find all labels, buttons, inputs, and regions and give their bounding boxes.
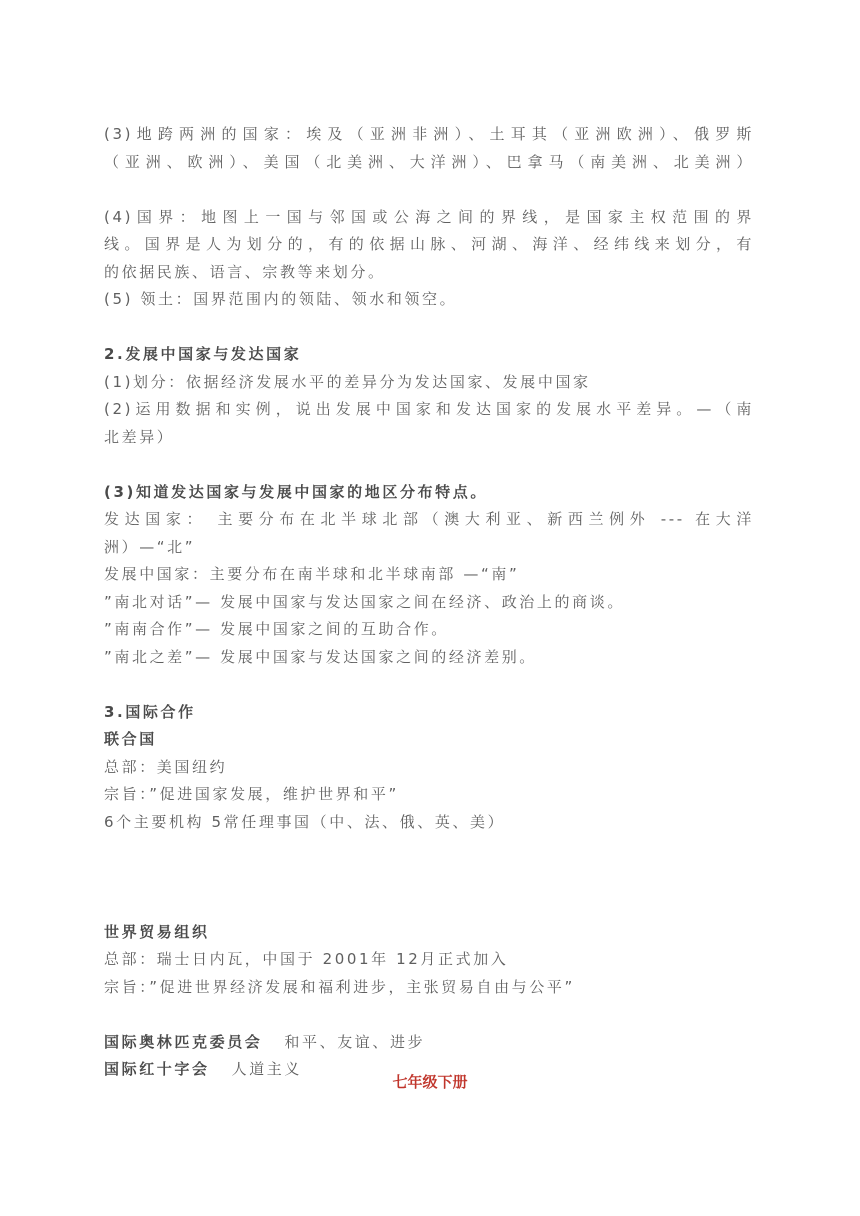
paragraph-difference-line1: (2)运用数据和实例，说出发展中国家和发达国家的发展水平差异。—（南 — [104, 400, 754, 418]
document-body — [104, 121, 754, 1084]
paragraph-north-south-dialogue: ”南北对话”— 发展中国家与发达国家之间在经济、政治上的商谈。 — [104, 592, 625, 611]
un-headquarters: 总部：美国纽约 — [104, 757, 228, 776]
paragraph-difference-line2: 北差异） — [104, 427, 175, 446]
icrc-motto: 人道主义 — [231, 1060, 303, 1078]
wto-headquarters: 总部：瑞士日内瓦，中国于 2001年 12月正式加入 — [104, 950, 509, 968]
paragraph-transcontinental-line2: （亚洲、欧洲）、美国（北美洲、大洋洲）、巴拿马（南美洲、北美洲） — [104, 152, 754, 171]
paragraph-south-south-cooperation: ”南南合作”— 发展中国家之间的互助合作。 — [104, 620, 449, 638]
un-title: 联合国 — [104, 730, 157, 748]
paragraph-developed-line1: 发达国家： 主要分布在北半球北部（澳大利亚、新西兰例外 --- 在大洋 — [104, 510, 754, 528]
section-heading-international-cooperation: 3.国际合作 — [104, 702, 196, 721]
paragraph-border-line2: 线。国界是人为划分的，有的依据山脉、河湖、海洋、经纬线来划分，有 — [104, 235, 754, 253]
icrc-title: 国际红十字会 — [104, 1060, 210, 1078]
paragraph-division: (1)划分：依据经济发展水平的差异分为发达国家、发展中国家 — [104, 372, 591, 391]
wto-title: 世界贸易组织 — [104, 922, 210, 941]
paragraph-north-south-gap: ”南北之差”— 发展中国家与发达国家之间的经济差别。 — [104, 647, 537, 666]
paragraph-territory: (5) 领土：国界范围内的领陆、领水和领空。 — [104, 290, 458, 308]
grade-volume-heading: 七年级下册 — [392, 1073, 468, 1091]
paragraph-border-line1: (4)国界：地图上一国与邻国或公海之间的界线，是国家主权范围的界 — [104, 207, 754, 226]
ioc-title: 国际奥林匹克委员会 — [104, 1032, 263, 1051]
paragraph-transcontinental-line1: (3)地跨两洲的国家：埃及（亚洲非洲）、土耳其（亚洲欧洲）、俄罗斯 — [104, 125, 754, 143]
ioc-row — [104, 1029, 754, 1057]
ioc-motto: 和平、友谊、进步 — [284, 1032, 426, 1051]
un-aim: 宗旨：”促进国家发展，维护世界和平” — [104, 785, 399, 803]
wto-aim: 宗旨：”促进世界经济发展和福利进步，主张贸易自由与公平” — [104, 977, 575, 996]
paragraph-border-line3: 的依据民族、语言、宗教等来划分。 — [104, 262, 386, 281]
paragraph-developing: 发展中国家：主要分布在南半球和北半球南部 —“南” — [104, 565, 520, 583]
paragraph-developed-line2: 洲）—“北” — [104, 537, 196, 556]
subheading-distribution: (3)知道发达国家与发展中国家的地区分布特点。 — [104, 482, 488, 501]
section-heading-developing-developed: 2.发展中国家与发达国家 — [104, 345, 302, 363]
un-organs: 6个主要机构 5常任理事国（中、法、俄、英、美） — [104, 812, 506, 831]
